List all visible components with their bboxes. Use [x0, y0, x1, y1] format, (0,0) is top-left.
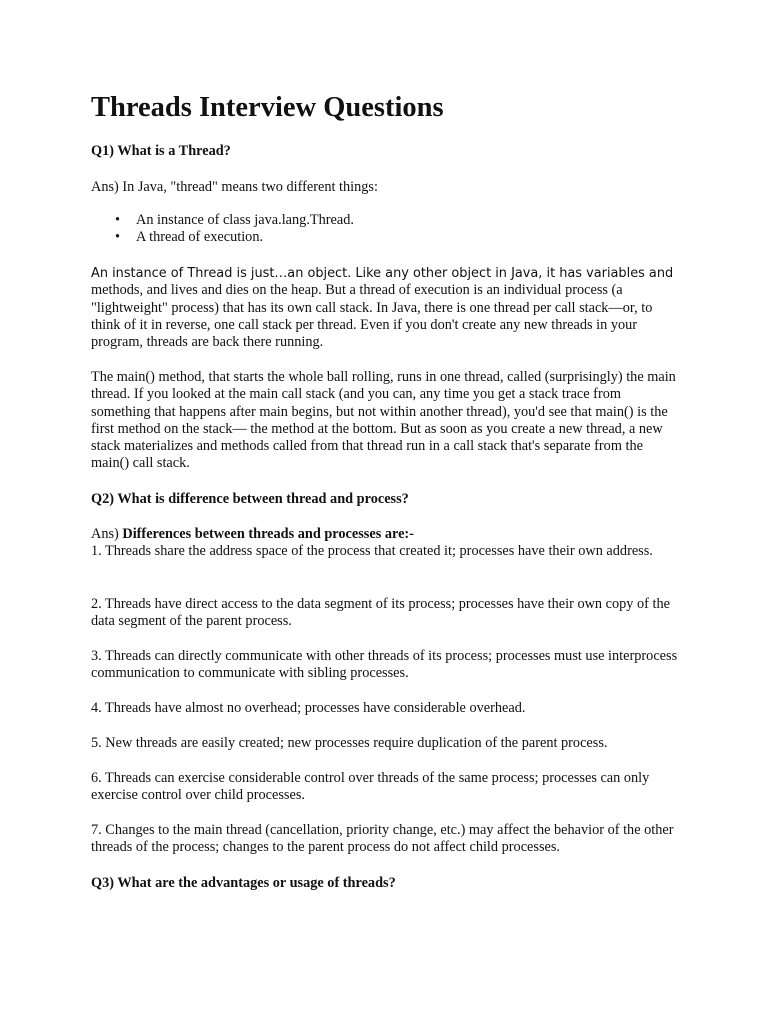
list-item: • An instance of class java.lang.Thread.	[115, 212, 354, 228]
q2-point-6: 6. Threads can exercise considerable control over threads of the same process; processes can only exercise control over child processes.	[91, 770, 650, 804]
bullet-icon: •	[115, 229, 121, 246]
q2-point-7: 7. Changes to the main thread (cancellation, priority change, etc.) may affect the behavior of the other threads of the process; changes to the parent process do not affect child processes.	[91, 822, 674, 856]
q1-paragraph-1-lead: An instance of Thread is just…an object. Like any other object in Java, it has variables and	[91, 266, 674, 281]
q2-point-2: 2. Threads have direct access to the data segment of its process; processes have their own copy of the data segment of the parent process.	[91, 596, 670, 630]
q2-point-4: 4. Threads have almost no overhead; processes have considerable overhead.	[91, 700, 526, 716]
q2-point-1: 1. Threads share the address space of the process that created it; processes have their own address.	[91, 543, 653, 559]
q1-answer-intro: Ans) In Java, "thread" means two different things:	[91, 179, 378, 195]
list-item: • A thread of execution.	[115, 229, 264, 246]
q1-paragraph-2: The main() method, that starts the whole ball rolling, runs in one thread, called (surprisingly) the main thread. If you looked at the main call stack (and you can, any time you get a stack trace from something that happens after main begins, but not within another thread), you'd see that main() is the first method on the stack— the method at the bottom. But as soon as you create a new thread, a new stack materializes and methods called from that thread run in a call stack that's separate from the main() call stack.	[91, 369, 676, 472]
q1-paragraph-1	[91, 265, 683, 351]
q1-bullet-list	[91, 212, 354, 247]
bullet-icon: •	[115, 212, 121, 228]
q1-question: Q1) What is a Thread?	[91, 143, 231, 159]
q2-question: Q2) What is difference between thread and process?	[91, 491, 409, 507]
q1-paragraph-1-rest: methods, and lives and dies on the heap. But a thread of execution is an individual process (a "lightweight" process) that has its own call stack. In Java, there is one thread per call stack—or, to think of it in reverse, one call stack per thread. Even if you don't create any new threads in your program, threads are back there running.	[91, 282, 653, 351]
page-title: Threads Interview Questions	[91, 92, 444, 123]
q3-question: Q3) What are the advantages or usage of threads?	[91, 875, 396, 891]
q2-point-5: 5. New threads are easily created; new processes require duplication of the parent process.	[91, 735, 608, 751]
q2-answer-heading: Ans) Differences between threads and processes are:-	[91, 526, 414, 542]
q2-point-3: 3. Threads can directly communicate with other threads of its process; processes must use interprocess communication to communicate with sibling processes.	[91, 648, 678, 682]
